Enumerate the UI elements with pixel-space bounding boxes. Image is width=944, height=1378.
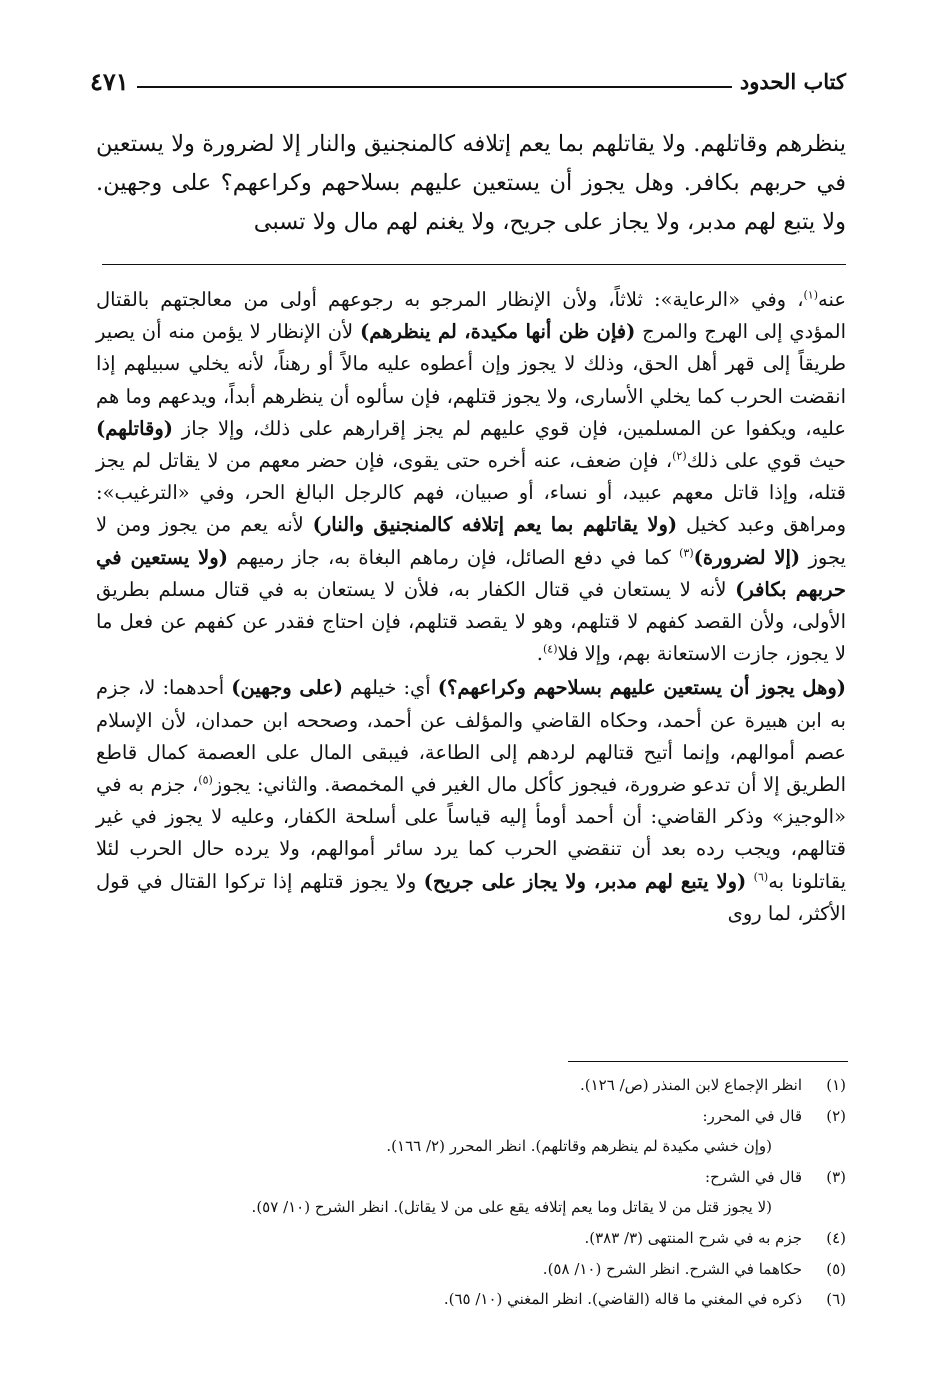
text-run: ، وفي «الرعاية»: ثلاثاً، ولأن الإنظار المرجو به رجوعهم أولى من معالجتهم بالقتال المؤدي إلى الهرج والمرج: [96, 288, 846, 344]
text-run: ، فإن ضعف، عنه أخره حتى يقوى، فإن حضر معهم من لا يقاتل لم يجز قتله، وإذا قاتل معهم عبيد، أو نساء، أو صبيان، فهم كالرجل البالغ الحر، وفي «الترغيب»: ومراهق وعبد كخيل: [96, 449, 846, 537]
footnote-text: قال في الشرح:: [705, 1167, 802, 1186]
text-run: لأن الإنظار لا يؤمن منه أن يصير طريقاً إلى قهر أهل الحق، وذلك لا يجوز وإن أعطوه عليه مالاً أو رهناً، لأنه يخلي سبيلهم إذا انقضت الحرب كما يخلي الأسارى، ولا يجوز قتلهم، فإن سألوه أن ينظرهم أبداً، ويدعهم وما هم عليه، ويكفوا عن المسلمين، فإن قوي عليهم لم يجز إقرارهم على ذلك، وإلا جاز: [96, 320, 846, 440]
footnote-separator: [568, 1061, 848, 1062]
text-run: لأنه يعم من يجوز ومن لا يجوز: [96, 513, 846, 569]
footnote: [90, 1101, 846, 1132]
footnote-number: (٣): [826, 1167, 846, 1186]
sharh-paragraph: [96, 284, 846, 670]
sharh-block: [96, 284, 846, 930]
footnote-ref: (٥): [198, 773, 213, 787]
footnote-text: قال في المحرر:: [702, 1106, 802, 1125]
matn-quote: (إلا لضرورة): [693, 545, 801, 569]
text-run: كما في دفع الصائل، فإن رماهم البغاة به، جاز رميهم: [227, 545, 680, 569]
sharh-paragraph: [96, 672, 846, 930]
page-number: ٤٧١: [90, 66, 129, 96]
footnote: [90, 1162, 846, 1193]
matn-separator: [102, 264, 846, 265]
matn-quote: (فإن ظن أنها مكيدة، لم ينظرهم): [359, 320, 636, 344]
footnote-text: ذكره في المغني ما قاله (القاضي). انظر المغني (١٠/ ٦٥).: [443, 1290, 802, 1309]
footnote-text: انظر الإجماع لابن المنذر (ص/ ١٢٦).: [580, 1076, 802, 1094]
footnote-ref: (٣): [679, 545, 694, 559]
footnote: [90, 1284, 846, 1315]
footnote-text: حكاهما في الشرح. انظر الشرح (١٠/ ٥٨).: [542, 1259, 802, 1278]
text-run: .: [536, 642, 543, 666]
matn-quote: (ولا يقاتلهم بما يعم إتلافه كالمنجنيق والنار): [312, 513, 678, 537]
footnote: [90, 1223, 846, 1254]
footnote-ref: (٤): [543, 642, 558, 656]
text-run: أي: خيلهم: [342, 676, 438, 700]
matn-quote: (على وجهين): [231, 676, 343, 700]
footnote-number: (٦): [826, 1290, 846, 1309]
text-run: [746, 870, 753, 893]
matn-quote: (وهل يجوز أن يستعين عليهم بسلاحهم وكراعهم؟): [437, 676, 846, 700]
footnote-number: (٢): [826, 1106, 846, 1125]
matn-quote: (ولا يتبع لهم مدبر، ولا يجاز على جريح): [423, 869, 747, 893]
footnote-number: (١): [826, 1076, 846, 1094]
text-run: أحدهما: لا، جزم به ابن هبيرة عن أحمد، وحكاه القاضي والمؤلف عن أحمد، وصححه ابن حمدان، لأن الإسلام عصم أموالهم، وإنما أتيح قتالهم لردهم إلى الطاعة، فيبقى المال على العصمة كمال قاطع الطريق إلا أن تدعو ضرورة، فيجوز كأكل مال الغير في المخمصة. والثاني: يجوز: [96, 676, 846, 797]
footnote: [90, 1254, 846, 1285]
footnote-number: (٥): [826, 1259, 846, 1278]
footnote: [90, 1070, 846, 1101]
text-run: ، جزم به في «الوجيز» وذكر القاضي: أن أحمد أومأ إليه قياساً على أسلحة الكفار، وعليه لا يجوز في غير قتالهم، ويجب رده بعد أن تنقضي الحرب كما يرد سائر أموالهم، ولا يرده حال الحرب لئلا يقاتلونا به: [96, 773, 847, 893]
book-title: كتاب الحدود: [739, 68, 846, 94]
footnote-ref: (٢): [672, 449, 687, 463]
running-header: [90, 66, 846, 96]
footnote-text: جزم به في شرح المنتهى (٣/ ٣٨٣).: [584, 1228, 802, 1247]
footnote-text: (وإن خشي مكيدة لم ينظرهم وقاتلهم). انظر المحرر (٢/ ١٦٦).: [386, 1137, 772, 1156]
matn-quote: (وقاتلهم): [96, 416, 173, 440]
footnote-text: (لا يجوز قتل من لا يقاتل وما يعم إتلافه يقع على من لا يقاتل). انظر الشرح (١٠/ ٥٧).: [251, 1198, 772, 1217]
footnote-continuation: [90, 1192, 846, 1223]
text-run: حيث قوي على ذلك: [686, 449, 846, 473]
text-run: عنه: [818, 288, 846, 311]
footnotes: [90, 1070, 846, 1315]
matn-quote: (ولا يستعين في حربهم بكافر): [96, 545, 846, 601]
text-run: ولا يجوز قتلهم إذا تركوا القتال في قول الأكثر، لما روى: [96, 869, 846, 925]
text-run: لأنه لا يستعان في قتال الكفار به، فلأن لا يستعان به في قتال مسلم بطريق الأولى، ولأن القصد كفهم لا قتلهم، وهو لا يقصد قتلهم، فإن احتاج فقدر عن كفهم عن فعل ما لا يجوز، جازت الاستعانة بهم، وإلا فلا: [96, 577, 846, 666]
footnote-ref: (١): [803, 288, 819, 302]
footnote-continuation: [90, 1131, 846, 1162]
matn-block: [96, 125, 846, 242]
footnote-ref: (٦): [753, 869, 769, 883]
matn-text: ينظرهم وقاتلهم. ولا يقاتلهم بما يعم إتلافه كالمنجنيق والنار إلا لضرورة ولا يستعين في حربهم بكافر. وهل يجوز أن يستعين عليهم بسلاحهم وكراعهم؟ على وجهين. ولا يتبع لهم مدبر، ولا يجاز على جريح، ولا يغنم لهم مال ولا تسبى: [96, 131, 846, 235]
footnote-number: (٤): [826, 1228, 846, 1247]
header-rule: [137, 86, 732, 88]
